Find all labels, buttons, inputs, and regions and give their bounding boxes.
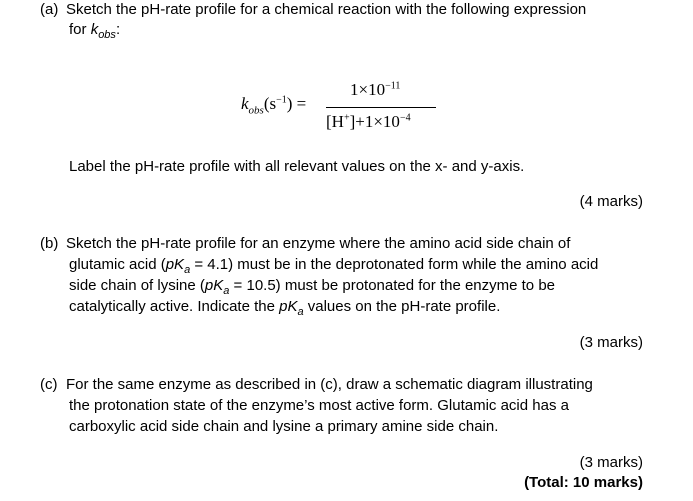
eq-den-part-1: [H	[326, 112, 344, 131]
part-b-line-3	[69, 276, 555, 296]
pka-symbol: pK	[204, 277, 224, 294]
part-a-line-2-suffix: :	[115, 21, 121, 38]
eq-den-charge: +	[343, 112, 350, 124]
part-b-line-2-a: glutamic acid (	[69, 256, 166, 273]
equation-denominator	[326, 112, 411, 132]
part-c-label: (c)	[40, 376, 58, 393]
pka-symbol: pK	[165, 256, 185, 273]
part-b-line-4	[69, 297, 500, 317]
equation-lhs	[241, 94, 307, 117]
part-a-line-2-prefix: for	[69, 21, 91, 38]
eq-k-subscript: obs	[248, 104, 264, 117]
equation-numerator	[350, 80, 400, 100]
eq-k-symbol: k	[241, 94, 249, 113]
eq-units-exponent: −1	[276, 94, 287, 106]
part-b-line-3-b: = 10.5) must be protonated for the enzyme to be	[229, 277, 556, 294]
part-a-label: (a)	[40, 1, 59, 18]
part-c-line-3: carboxylic acid side chain and lysine a primary amine side chain.	[69, 418, 499, 435]
part-b-line-2	[69, 255, 598, 275]
pka-symbol: pK	[279, 298, 298, 315]
total-marks: (Total: 10 marks)	[524, 474, 643, 491]
part-b-line-1: Sketch the pH-rate profile for an enzyme where the amino acid side chain of	[66, 235, 571, 252]
part-b-line-3-a: side chain of lysine (	[69, 277, 205, 294]
eq-den-exponent: −4	[399, 112, 411, 124]
part-c-marks: (3 marks)	[579, 454, 643, 471]
part-b-line-4-a: catalytically active. Indicate the	[69, 298, 280, 315]
eq-num-base: 1×10	[350, 80, 386, 99]
kobs-equation	[241, 74, 441, 144]
k-symbol: k	[90, 21, 99, 38]
part-b-line-4-b: values on the pH-rate profile.	[303, 298, 501, 315]
part-a-line-1: Sketch the pH-rate profile for a chemical reaction with the following expression	[66, 1, 587, 18]
part-a-instruction: Label the pH-rate profile with all relevant values on the x- and y-axis.	[69, 158, 525, 175]
fraction-bar	[326, 107, 436, 108]
part-a-line-2	[69, 20, 120, 40]
part-c-line-2: the protonation state of the enzyme’s most active form. Glutamic acid has a	[69, 397, 569, 414]
part-b-marks: (3 marks)	[579, 334, 643, 351]
pka-subscript: a	[223, 285, 230, 297]
k-subscript: obs	[98, 29, 116, 41]
eq-units-close: ) =	[286, 94, 307, 113]
part-b-line-2-b: = 4.1) must be in the deprotonated form while the amino acid	[190, 256, 599, 273]
part-b-label: (b)	[40, 235, 59, 252]
eq-den-part-2: ]+1×10	[349, 112, 400, 131]
eq-num-exponent: −11	[385, 80, 401, 92]
pka-subscript: a	[297, 306, 304, 318]
part-c-line-1: For the same enzyme as described in (c), draw a schematic diagram illustrating	[66, 376, 593, 393]
pka-subscript: a	[184, 264, 191, 276]
part-a-marks: (4 marks)	[579, 193, 643, 210]
eq-units-open: (s	[263, 94, 277, 113]
